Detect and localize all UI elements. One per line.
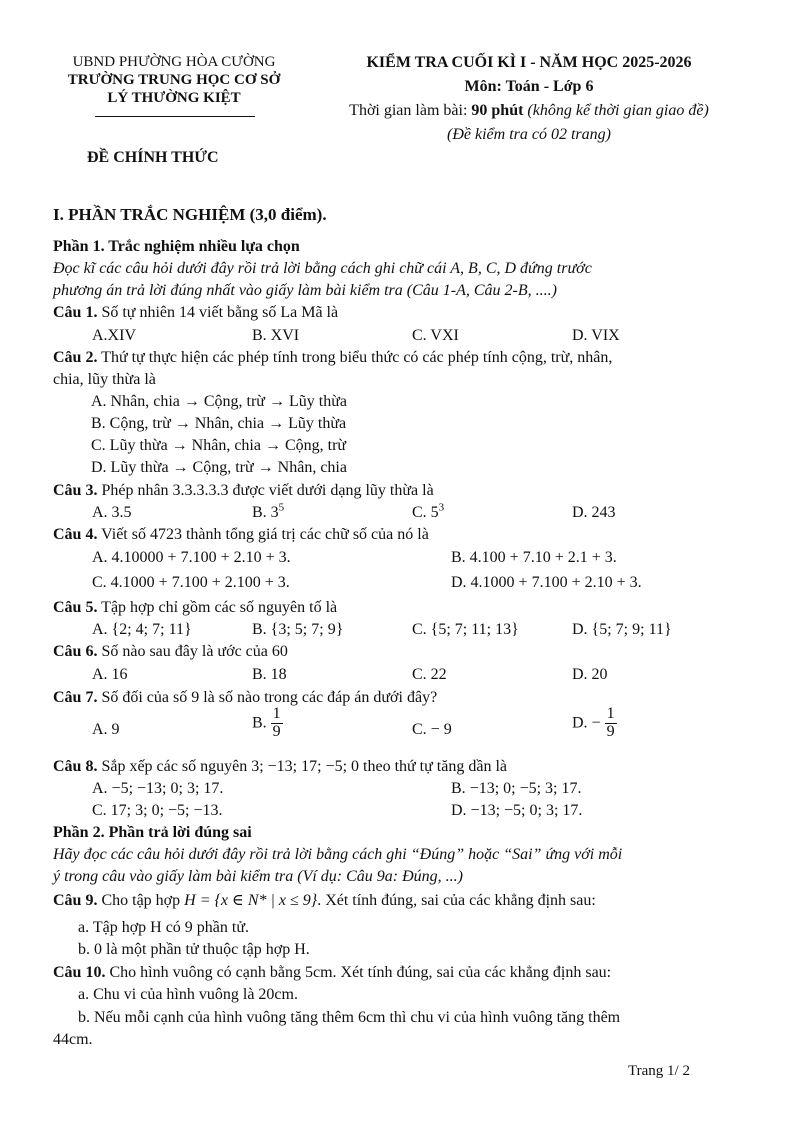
pages-note: (Đề kiểm tra có 02 trang) — [447, 126, 611, 143]
page-number: Trang 1/ 2 — [628, 1063, 690, 1079]
q3-option-d: D. 243 — [572, 504, 616, 521]
school-name-line1: TRƯỜNG TRUNG HỌC CƠ SỞ — [67, 72, 281, 88]
q10-statement-a: a. Chu vi của hình vuông là 20cm. — [78, 986, 298, 1003]
q4-option-d: D. 4.1000 + 7.100 + 2.10 + 3. — [451, 574, 642, 591]
q4-option-a: A. 4.10000 + 7.100 + 2.10 + 3. — [92, 549, 291, 566]
question-text-cont: . Xét tính đúng, sai của các khẳng định sau: — [317, 892, 596, 909]
time-label: Thời gian làm bài: — [349, 102, 472, 119]
subject-line: Môn: Toán - Lớp 6 — [464, 78, 594, 95]
q7-option-a: A. 9 — [92, 721, 120, 738]
q7-option-b: B. $\frac{1}{9}$ — [252, 705, 281, 740]
q6-option-d: D. 20 — [572, 666, 608, 683]
question-5 — [53, 598, 337, 617]
section-title: I. PHẦN TRẮC NGHIỆM (3,0 điểm). — [53, 205, 327, 224]
question-label: Câu 1. — [53, 304, 98, 321]
question-label: Câu 6. — [53, 643, 98, 660]
question-label: Câu 9. — [53, 892, 98, 909]
q5-option-a: A. {2; 4; 7; 11} — [92, 621, 192, 638]
q7-option-d: D. − $\frac{1}{9}$ — [572, 705, 615, 740]
question-1 — [53, 303, 338, 322]
q2-option-c: C. Lũy thừa → Nhân, chia → Cộng, trừ — [91, 437, 347, 454]
q2-option-b: B. Cộng, trừ → Nhân, chia → Lũy thừa — [91, 415, 347, 432]
question-label: Câu 4. — [53, 526, 98, 543]
part1-instruction-2: phương án trả lời đúng nhất vào giấy làm bài kiểm tra (Câu 1-A, Câu 2-B, ....) — [53, 282, 557, 299]
q6-option-b: B. 18 — [252, 666, 287, 683]
school-name-line2: LÝ THƯỜNG KIỆT — [107, 90, 241, 106]
q8-option-d: D. −13; −5; 0; 3; 17. — [451, 802, 583, 819]
question-label: Câu 8. — [53, 758, 98, 775]
question-label: Câu 10. — [53, 964, 106, 981]
exam-title: KIỂM TRA CUỐI KÌ I - NĂM HỌC 2025-2026 — [366, 54, 692, 71]
set-notation: H = {x ∈ N* | x ≤ 9} — [184, 892, 318, 909]
question-text: Viết số 4723 thành tổng giá trị các chữ số của nó là — [97, 526, 429, 543]
q4-option-c: C. 4.1000 + 7.100 + 2.100 + 3. — [92, 574, 290, 591]
q8-option-b: B. −13; 0; −5; 3; 17. — [451, 780, 582, 797]
question-text: Sắp xếp các số nguyên 3; −13; 17; −5; 0 theo thứ tự tăng dần là — [97, 758, 507, 775]
q7-option-c: C. − 9 — [412, 721, 452, 738]
question-6 — [53, 642, 288, 661]
question-2 — [53, 348, 612, 367]
question-text: Cho tập hợp — [97, 892, 185, 909]
question-8 — [53, 757, 507, 776]
q9-statement-b: b. 0 là một phần tử thuộc tập hợp H. — [78, 941, 310, 958]
q8-option-a: A. −5; −13; 0; 3; 17. — [92, 780, 224, 797]
q10-statement-b: b. Nếu mỗi cạnh của hình vuông tăng thêm 6cm thì chu vi của hình vuông tăng thêm — [78, 1009, 621, 1026]
question-label: Câu 2. — [53, 349, 98, 366]
question-text: Số đối của số 9 là số nào trong các đáp án dưới đây? — [97, 689, 438, 706]
q8-option-c: C. 17; 3; 0; −5; −13. — [92, 802, 223, 819]
q4-option-b: B. 4.100 + 7.10 + 2.1 + 3. — [451, 549, 617, 566]
question-text: Tập hợp chỉ gồm các số nguyên tố là — [97, 599, 338, 616]
q6-option-a: A. 16 — [92, 666, 128, 683]
q5-option-c: C. {5; 7; 11; 13} — [412, 621, 519, 638]
q2-option-d: D. Lũy thừa → Cộng, trừ → Nhân, chia — [91, 459, 347, 476]
fraction: $\frac{1}{9}$ — [272, 705, 281, 740]
part2-title: Phần 2. Phần trả lời đúng sai — [53, 824, 252, 841]
part1-title: Phần 1. Trắc nghiệm nhiều lựa chọn — [53, 238, 300, 255]
question-label: Câu 5. — [53, 599, 98, 616]
q6-option-c: C. 22 — [412, 666, 447, 683]
part2-instruction-2: ý trong câu vào giấy làm bài kiểm tra (Ví dụ: Câu 9a: Đúng, ...) — [53, 868, 464, 885]
q2-option-a: A. Nhân, chia → Cộng, trừ → Lũy thừa — [91, 393, 347, 410]
q1-option-d: D. VIX — [572, 327, 620, 344]
time-note: (không kể thời gian giao đề) — [527, 102, 709, 119]
q5-option-b: B. {3; 5; 7; 9} — [252, 621, 344, 638]
q3-option-a: A. 3.5 — [92, 504, 132, 521]
question-text: Số tự nhiên 14 viết bằng số La Mã là — [97, 304, 339, 321]
part2-instruction-1: Hãy đọc các câu hỏi dưới đây rồi trả lời bằng cách ghi “Đúng” hoặc “Sai” ứng với mỗi — [53, 846, 623, 863]
question-label: Câu 3. — [53, 482, 98, 499]
question-text: Cho hình vuông có cạnh bằng 5cm. Xét tính đúng, sai của các khẳng định sau: — [105, 964, 612, 981]
q3-option-c: C. $5^3$ — [412, 501, 445, 521]
q9-statement-a: a. Tập hợp H có 9 phần tử. — [78, 919, 250, 936]
question-3 — [53, 481, 434, 500]
question-text: Thứ tự thực hiện các phép tính trong biểu thức có các phép tính cộng, trừ, nhân, — [97, 349, 613, 366]
q3-option-b: B. $3^5$ — [252, 501, 285, 521]
ward-name: UBND PHƯỜNG HÒA CƯỜNG — [72, 54, 276, 70]
official-label: ĐỀ CHÍNH THỨC — [87, 149, 219, 166]
question-7 — [53, 688, 437, 707]
q1-option-a: A.XIV — [92, 327, 136, 344]
part1-instruction-1: Đọc kĩ các câu hỏi dưới đây rồi trả lời bằng cách ghi chữ cái A, B, C, D đứng trước — [53, 260, 592, 277]
header-underline — [95, 116, 255, 117]
q1-option-c: C. VXI — [412, 327, 459, 344]
question-text: Phép nhân 3.3.3.3.3 được viết dưới dạng lũy thừa là — [97, 482, 434, 499]
question-9 — [53, 891, 596, 910]
question-label: Câu 7. — [53, 689, 98, 706]
question-10 — [53, 963, 611, 982]
q10-statement-b-cont: 44cm. — [53, 1031, 93, 1048]
time-value: 90 phút — [471, 102, 524, 119]
question-text: Số nào sau đây là ước của 60 — [97, 643, 288, 660]
question-4 — [53, 525, 429, 544]
fraction: $\frac{1}{9}$ — [606, 705, 615, 740]
q5-option-d: D. {5; 7; 9; 11} — [572, 621, 672, 638]
time-line — [294, 101, 764, 120]
question-2-cont: chia, lũy thừa là — [53, 371, 156, 388]
q1-option-b: B. XVI — [252, 327, 300, 344]
